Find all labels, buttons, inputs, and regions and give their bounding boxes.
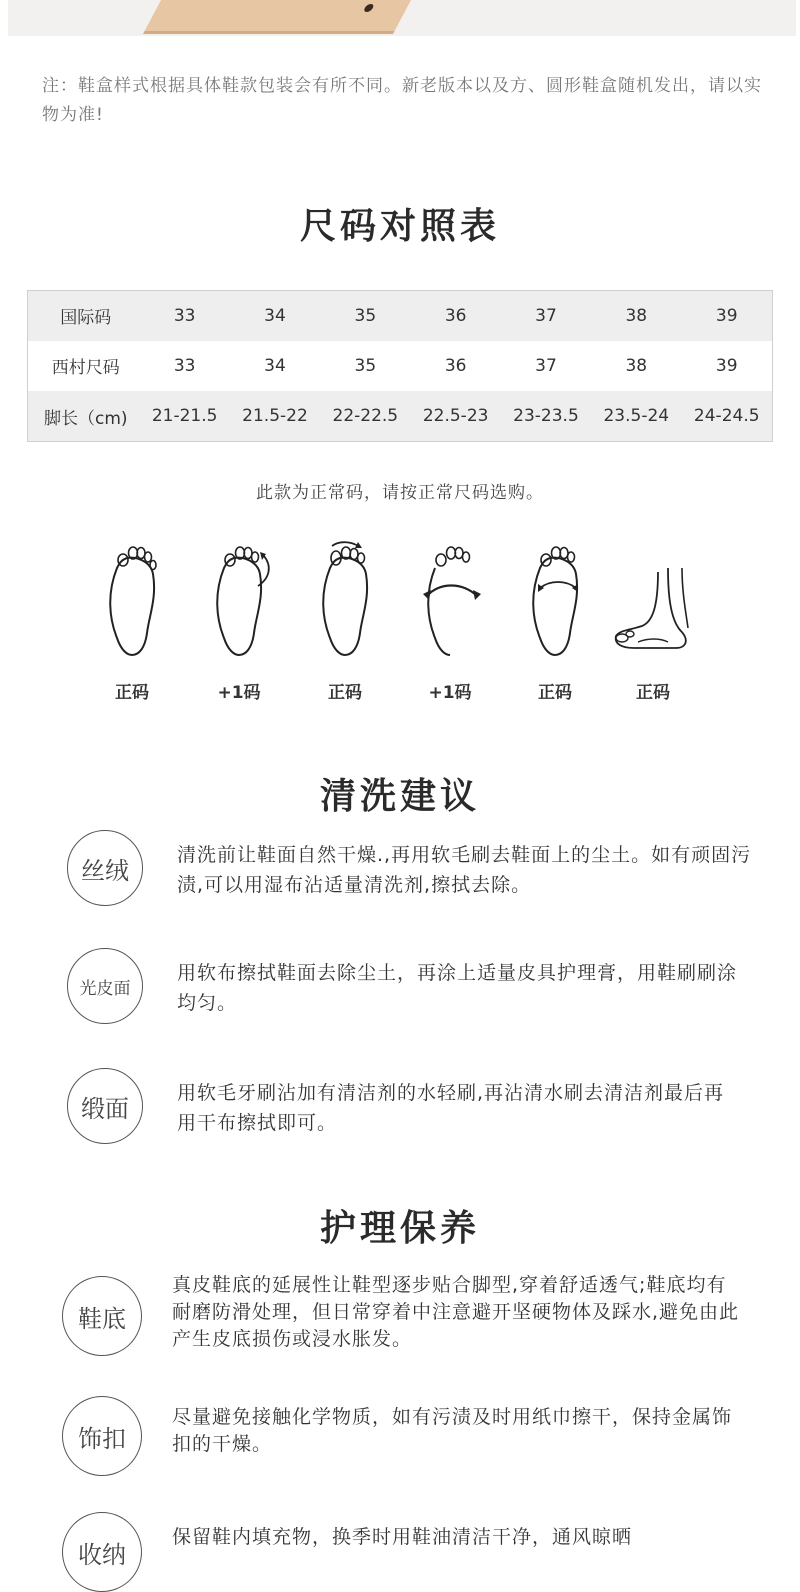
- foot-type-item: [87, 538, 177, 708]
- foot-type-label: 正码: [328, 683, 362, 703]
- shoe-box-photo: [8, 0, 796, 36]
- care-text: 保留鞋内填充物，换季时用鞋油清洁干净，通风晾晒: [172, 1526, 633, 1548]
- table-cell: 33: [173, 355, 196, 376]
- foot-type-label: +1码: [428, 683, 472, 703]
- care-item: [0, 1276, 800, 1376]
- table-cell: 33: [173, 305, 196, 326]
- table-cell: 35: [354, 355, 377, 376]
- size-chart-title: 尺码对照表: [299, 205, 500, 247]
- table-row: [28, 341, 773, 391]
- foot-type-item: [405, 538, 495, 708]
- table-cell: 36: [444, 305, 467, 326]
- care-text: 真皮鞋底的延展性让鞋型逐步贴合脚型,穿着舒适透气;鞋底均有耐磨防滑处理，但日常穿着中注意避开坚硬物体及踩水,避免由此产生皮底损伤或浸水胀发。: [172, 1274, 740, 1350]
- table-cell: 22-22.5: [332, 406, 399, 427]
- table-cell: 38: [625, 355, 648, 376]
- cleaning-text: 用软布擦拭鞋面去除尘土，再涂上适量皮具护理膏，用鞋刷刷涂均匀。: [177, 962, 738, 1014]
- table-cell: 35: [354, 305, 377, 326]
- normal-foot-icon: [87, 538, 177, 668]
- row-header: 西村尺码: [51, 358, 120, 379]
- table-cell: 22.5-23: [422, 406, 489, 427]
- table-cell: 24-24.5: [693, 406, 760, 427]
- material-badge: 光皮面: [67, 948, 143, 1024]
- table-cell: 39: [715, 305, 738, 326]
- care-title: 护理保养: [319, 1207, 480, 1249]
- narrow-foot-icon: [510, 538, 600, 668]
- cleaning-item: [0, 830, 800, 920]
- table-cell: 37: [535, 355, 557, 376]
- table-cell: 34: [264, 355, 286, 376]
- table-cell: 39: [715, 355, 738, 376]
- package-note: 注：鞋盒样式根据具体鞋款包装会有所不同。新老版本以及方、圆形鞋盒随机发出，请以实物为准!: [42, 76, 762, 125]
- care-text: 尽量避免接触化学物质，如有污渍及时用纸巾擦干，保持金属饰扣的干燥。: [172, 1406, 733, 1455]
- care-item: [0, 1512, 800, 1569]
- normal-size-note: 此款为正常码，请按正常尺码选购。: [256, 483, 544, 503]
- cleaning-text: 用软毛牙刷沾加有清洁剂的水轻刷,再沾清水刷去清洁剂最后再用干布擦拭即可。: [177, 1082, 725, 1134]
- foot-type-label: 正码: [115, 683, 149, 703]
- foot-type-label: +1码: [217, 683, 261, 703]
- cleaning-item: [0, 1068, 800, 1158]
- foot-type-item: [300, 538, 390, 708]
- table-row: [28, 291, 773, 341]
- high-instep-foot-icon: [608, 538, 698, 668]
- foot-type-label: 正码: [538, 683, 572, 703]
- row-header: 脚长（cm): [43, 408, 128, 429]
- long-toe-foot-icon: [300, 538, 390, 668]
- material-badge: 收纳: [62, 1512, 142, 1592]
- table-row: [28, 391, 773, 441]
- foot-type-label: 正码: [636, 683, 670, 703]
- table-cell: 36: [444, 355, 467, 376]
- material-badge: 丝绒: [67, 830, 143, 906]
- table-cell: 37: [535, 305, 557, 326]
- table-cell: 21.5-22: [242, 406, 308, 427]
- material-badge: 鞋底: [62, 1276, 142, 1356]
- cleaning-title: 清洗建议: [319, 775, 480, 817]
- table-cell: 23.5-24: [603, 406, 670, 427]
- cleaning-item: [0, 948, 800, 1038]
- foot-type-item: [510, 538, 600, 708]
- material-badge: 缎面: [67, 1068, 143, 1144]
- table-cell: 23-23.5: [513, 406, 579, 427]
- row-header: 国际码: [60, 308, 112, 329]
- wide-foot-icon: [405, 538, 495, 668]
- wide-toe-foot-icon: [194, 538, 284, 668]
- foot-type-item: [608, 538, 698, 708]
- material-badge: 饰扣: [62, 1396, 142, 1476]
- table-cell: 38: [625, 305, 648, 326]
- cleaning-text: 清洗前让鞋面自然干燥.,再用软毛刷去鞋面上的尘土。如有顽固污渍,可以用湿布沾适量清洗剂,擦拭去除。: [177, 844, 752, 896]
- care-item: [0, 1396, 800, 1486]
- table-cell: 34: [264, 305, 286, 326]
- shoe-box-image: [143, 0, 427, 34]
- foot-type-item: [194, 538, 284, 708]
- table-cell: 21-21.5: [151, 406, 218, 427]
- size-table: [27, 290, 773, 442]
